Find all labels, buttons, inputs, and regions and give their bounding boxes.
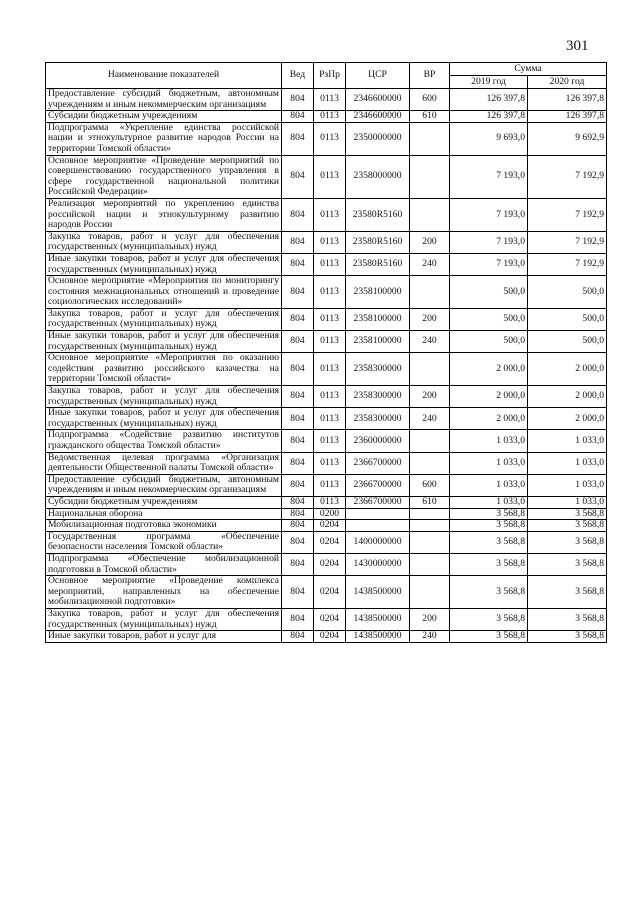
cell-vr: [410, 452, 450, 474]
cell-y2019: 3 568,8: [450, 531, 528, 553]
cell-y2020: 500,0: [528, 276, 607, 309]
cell-vr: [410, 553, 450, 575]
cell-y2019: 2 000,0: [450, 386, 528, 408]
cell-name: Закупка товаров, работ и услуг для обеспечения государственных (муниципальных) нужд: [46, 386, 282, 408]
cell-y2019: 7 193,0: [450, 198, 528, 231]
cell-y2019: 500,0: [450, 331, 528, 353]
cell-csr: 23580R5160: [346, 198, 410, 231]
table-row: [46, 253, 607, 275]
header-sum: Сумма: [450, 63, 607, 76]
cell-y2019: 7 193,0: [450, 231, 528, 253]
cell-ved: 804: [282, 430, 314, 452]
cell-vr: 240: [410, 331, 450, 353]
cell-y2020: 1 033,0: [528, 430, 607, 452]
cell-y2019: 500,0: [450, 276, 528, 309]
cell-y2020: 7 192,9: [528, 155, 607, 198]
cell-name: Основное мероприятие «Мероприятия по мониторингу состояния межнациональных отношений и проведение социологических исследований»: [46, 276, 282, 309]
cell-vr: [410, 508, 450, 520]
cell-vr: [410, 198, 450, 231]
cell-rzpr: 0113: [314, 111, 346, 123]
cell-vr: 240: [410, 408, 450, 430]
cell-y2019: 1 033,0: [450, 496, 528, 508]
table-row: [46, 122, 607, 155]
cell-ved: 804: [282, 122, 314, 155]
cell-y2019: 3 568,8: [450, 508, 528, 520]
table-row: [46, 520, 607, 532]
cell-rzpr: 0204: [314, 631, 346, 643]
cell-name: Иные закупки товаров, работ и услуг для обеспечения государственных (муниципальных) нужд: [46, 408, 282, 430]
table-row: [46, 111, 607, 123]
cell-csr: 1438500000: [346, 608, 410, 630]
cell-y2020: 500,0: [528, 331, 607, 353]
cell-name: Подпрограмма «Укрепление единства российской нации и этнокультурное развитие народов России на территории Томской области»: [46, 122, 282, 155]
cell-y2020: 1 033,0: [528, 474, 607, 496]
cell-vr: 200: [410, 231, 450, 253]
header-ved: Вед: [282, 63, 314, 89]
cell-rzpr: 0113: [314, 386, 346, 408]
cell-rzpr: 0113: [314, 89, 346, 111]
cell-ved: 804: [282, 631, 314, 643]
cell-vr: 200: [410, 608, 450, 630]
cell-ved: 804: [282, 308, 314, 330]
cell-name: Иные закупки товаров, работ и услуг для обеспечения государственных (муниципальных) нужд: [46, 331, 282, 353]
cell-ved: 804: [282, 474, 314, 496]
cell-name: Основное мероприятие «Проведение комплекса мероприятий, направленных на обеспечение мобилизационной подготовки»: [46, 576, 282, 609]
cell-csr: [346, 520, 410, 532]
cell-name: Предоставление субсидий бюджетным, автономным учреждениям и иным некоммерческим организациям: [46, 89, 282, 111]
cell-y2019: 7 193,0: [450, 253, 528, 275]
cell-csr: 2346600000: [346, 89, 410, 111]
cell-csr: 2358300000: [346, 408, 410, 430]
cell-name: Закупка товаров, работ и услуг для обеспечения государственных (муниципальных) нужд: [46, 608, 282, 630]
cell-rzpr: 0204: [314, 553, 346, 575]
cell-name: Основное мероприятие «Проведение мероприятий по совершенствованию государственного управления в сфере государственной национальной политики Российской Федерации»: [46, 155, 282, 198]
cell-csr: 2360000000: [346, 430, 410, 452]
cell-rzpr: 0113: [314, 253, 346, 275]
cell-y2019: 3 568,8: [450, 631, 528, 643]
header-name: Наименование показателей: [46, 63, 282, 89]
cell-rzpr: 0113: [314, 155, 346, 198]
cell-name: Субсидии бюджетным учреждениям: [46, 496, 282, 508]
cell-name: Основное мероприятие «Мероприятия по оказанию содействия развитию российского казачества на территории Томской области»: [46, 353, 282, 386]
cell-name: Подпрограмма «Содействие развитию институтов гражданского общества Томской области»: [46, 430, 282, 452]
table-row: [46, 474, 607, 496]
table-row: [46, 408, 607, 430]
cell-y2020: 7 192,9: [528, 231, 607, 253]
table-row: [46, 386, 607, 408]
table-row: [46, 331, 607, 353]
cell-csr: [346, 508, 410, 520]
cell-ved: 804: [282, 276, 314, 309]
table-row: [46, 496, 607, 508]
cell-csr: 23580R5160: [346, 231, 410, 253]
cell-y2019: 9 693,0: [450, 122, 528, 155]
cell-y2020: 2 000,0: [528, 408, 607, 430]
cell-csr: 2346600000: [346, 111, 410, 123]
cell-csr: 1400000000: [346, 531, 410, 553]
cell-csr: 23580R5160: [346, 253, 410, 275]
cell-ved: 804: [282, 576, 314, 609]
cell-rzpr: 0204: [314, 576, 346, 609]
cell-csr: 2366700000: [346, 496, 410, 508]
table-row: [46, 452, 607, 474]
cell-rzpr: 0200: [314, 508, 346, 520]
header-2020: 2020 год: [528, 76, 607, 89]
cell-name: Подпрограмма «Обеспечение мобилизационной подготовки в Томской области»: [46, 553, 282, 575]
table-row: [46, 353, 607, 386]
cell-y2020: 126 397,8: [528, 111, 607, 123]
table-row: [46, 276, 607, 309]
table-row: [46, 198, 607, 231]
cell-vr: [410, 276, 450, 309]
cell-name: Закупка товаров, работ и услуг для обеспечения государственных (муниципальных) нужд: [46, 308, 282, 330]
cell-vr: 600: [410, 89, 450, 111]
cell-y2020: 3 568,8: [528, 608, 607, 630]
cell-y2020: 3 568,8: [528, 553, 607, 575]
cell-y2019: 3 568,8: [450, 576, 528, 609]
cell-ved: 804: [282, 408, 314, 430]
cell-rzpr: 0204: [314, 520, 346, 532]
cell-vr: [410, 122, 450, 155]
cell-y2020: 126 397,8: [528, 89, 607, 111]
cell-vr: [410, 430, 450, 452]
cell-ved: 804: [282, 198, 314, 231]
cell-ved: 804: [282, 353, 314, 386]
cell-rzpr: 0113: [314, 231, 346, 253]
cell-y2019: 3 568,8: [450, 520, 528, 532]
cell-csr: 2350000000: [346, 122, 410, 155]
cell-csr: 1438500000: [346, 631, 410, 643]
cell-y2019: 2 000,0: [450, 353, 528, 386]
cell-ved: 804: [282, 496, 314, 508]
table-row: [46, 308, 607, 330]
cell-ved: 804: [282, 331, 314, 353]
cell-y2020: 7 192,9: [528, 253, 607, 275]
cell-vr: 610: [410, 496, 450, 508]
cell-ved: 804: [282, 531, 314, 553]
cell-y2020: 7 192,9: [528, 198, 607, 231]
cell-y2020: 3 568,8: [528, 576, 607, 609]
budget-table: [45, 62, 607, 643]
cell-y2020: 2 000,0: [528, 353, 607, 386]
cell-ved: 804: [282, 608, 314, 630]
cell-ved: 804: [282, 155, 314, 198]
cell-rzpr: 0113: [314, 496, 346, 508]
table-row: [46, 231, 607, 253]
table-body: [46, 89, 607, 643]
cell-rzpr: 0113: [314, 276, 346, 309]
table-row: [46, 553, 607, 575]
cell-vr: 200: [410, 308, 450, 330]
cell-rzpr: 0113: [314, 452, 346, 474]
cell-y2020: 3 568,8: [528, 631, 607, 643]
cell-ved: 804: [282, 253, 314, 275]
cell-y2019: 126 397,8: [450, 89, 528, 111]
cell-vr: [410, 520, 450, 532]
cell-csr: 1438500000: [346, 576, 410, 609]
cell-y2019: 1 033,0: [450, 430, 528, 452]
page-number: 301: [566, 38, 589, 54]
cell-y2020: 9 692,9: [528, 122, 607, 155]
table-row: [46, 508, 607, 520]
cell-y2019: 3 568,8: [450, 608, 528, 630]
cell-y2019: 1 033,0: [450, 474, 528, 496]
header-csr: ЦСР: [346, 63, 410, 89]
cell-name: Иные закупки товаров, работ и услуг для: [46, 631, 282, 643]
cell-rzpr: 0113: [314, 474, 346, 496]
cell-vr: [410, 576, 450, 609]
cell-y2020: 2 000,0: [528, 386, 607, 408]
cell-y2019: 7 193,0: [450, 155, 528, 198]
cell-vr: [410, 155, 450, 198]
cell-vr: 610: [410, 111, 450, 123]
table-row: [46, 631, 607, 643]
cell-csr: 2358300000: [346, 353, 410, 386]
cell-rzpr: 0113: [314, 408, 346, 430]
cell-name: Закупка товаров, работ и услуг для обеспечения государственных (муниципальных) нужд: [46, 231, 282, 253]
cell-rzpr: 0113: [314, 308, 346, 330]
cell-rzpr: 0113: [314, 353, 346, 386]
cell-y2020: 1 033,0: [528, 496, 607, 508]
cell-csr: 2366700000: [346, 474, 410, 496]
table-row: [46, 531, 607, 553]
cell-ved: 804: [282, 452, 314, 474]
cell-ved: 804: [282, 231, 314, 253]
cell-ved: 804: [282, 553, 314, 575]
cell-y2019: 500,0: [450, 308, 528, 330]
table-row: [46, 155, 607, 198]
cell-vr: [410, 353, 450, 386]
cell-ved: 804: [282, 111, 314, 123]
cell-rzpr: 0204: [314, 608, 346, 630]
cell-name: Ведомственная целевая программа «Организация деятельности Общественной палаты Томской области»: [46, 452, 282, 474]
cell-rzpr: 0113: [314, 331, 346, 353]
header-vr: ВР: [410, 63, 450, 89]
cell-y2020: 3 568,8: [528, 531, 607, 553]
cell-csr: 2366700000: [346, 452, 410, 474]
cell-y2019: 2 000,0: [450, 408, 528, 430]
cell-name: Государственная программа «Обеспечение безопасности населения Томской области»: [46, 531, 282, 553]
cell-rzpr: 0113: [314, 122, 346, 155]
cell-csr: 2358100000: [346, 308, 410, 330]
cell-csr: 2358000000: [346, 155, 410, 198]
cell-name: Реализация мероприятий по укреплению единства российской нации и этнокультурному развитию народов России: [46, 198, 282, 231]
cell-name: Субсидии бюджетным учреждениям: [46, 111, 282, 123]
table-row: [46, 576, 607, 609]
cell-y2020: 3 568,8: [528, 508, 607, 520]
header-rzpr: РзПр: [314, 63, 346, 89]
cell-rzpr: 0113: [314, 198, 346, 231]
cell-y2019: 3 568,8: [450, 553, 528, 575]
cell-y2020: 3 568,8: [528, 520, 607, 532]
table-row: [46, 608, 607, 630]
cell-rzpr: 0204: [314, 531, 346, 553]
cell-csr: 2358100000: [346, 331, 410, 353]
header-2019: 2019 год: [450, 76, 528, 89]
cell-vr: 240: [410, 631, 450, 643]
cell-vr: 600: [410, 474, 450, 496]
cell-vr: 240: [410, 253, 450, 275]
cell-csr: 1430000000: [346, 553, 410, 575]
table-row: [46, 430, 607, 452]
cell-csr: 2358100000: [346, 276, 410, 309]
cell-y2019: 126 397,8: [450, 111, 528, 123]
cell-vr: [410, 531, 450, 553]
cell-name: Иные закупки товаров, работ и услуг для обеспечения государственных (муниципальных) нужд: [46, 253, 282, 275]
cell-ved: 804: [282, 386, 314, 408]
cell-vr: 200: [410, 386, 450, 408]
cell-name: Национальная оборона: [46, 508, 282, 520]
table-row: [46, 89, 607, 111]
cell-ved: 804: [282, 520, 314, 532]
cell-ved: 804: [282, 508, 314, 520]
cell-csr: 2358300000: [346, 386, 410, 408]
cell-y2019: 1 033,0: [450, 452, 528, 474]
cell-name: Предоставление субсидий бюджетным, автономным учреждениям и иным некоммерческим организациям: [46, 474, 282, 496]
cell-ved: 804: [282, 89, 314, 111]
cell-name: Мобилизационная подготовка экономики: [46, 520, 282, 532]
cell-rzpr: 0113: [314, 430, 346, 452]
cell-y2020: 1 033,0: [528, 452, 607, 474]
cell-y2020: 500,0: [528, 308, 607, 330]
